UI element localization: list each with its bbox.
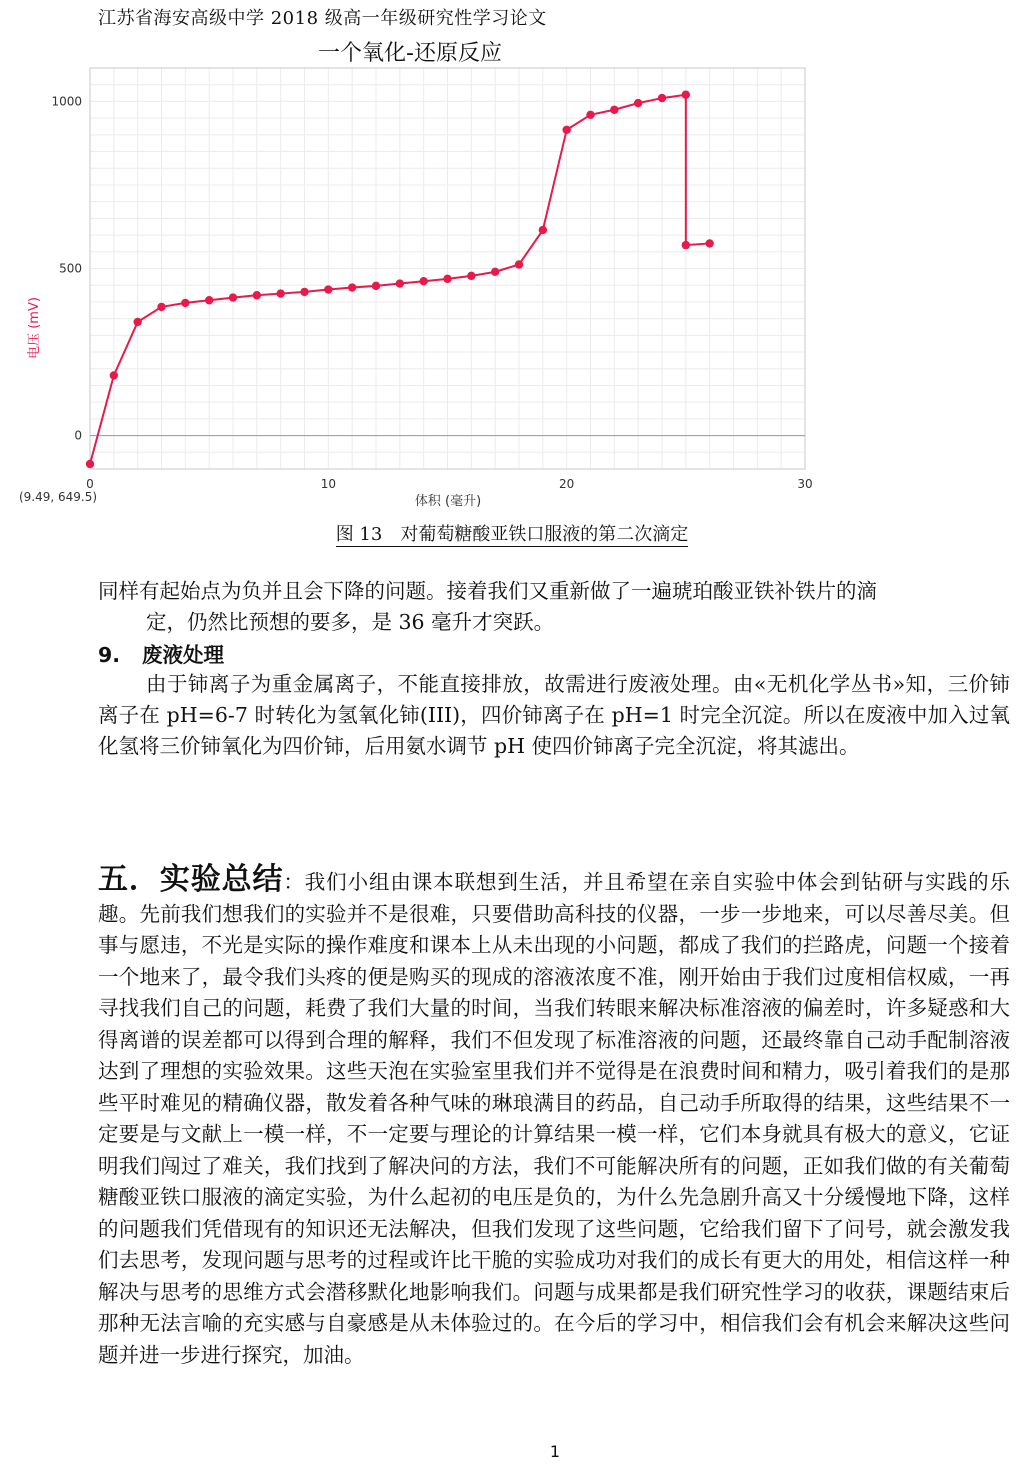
data-point: [515, 260, 523, 268]
running-header: 江苏省海安高级中学 2018 级高一年级研究性学习论文: [98, 8, 547, 29]
data-point: [539, 226, 547, 234]
figure-caption-text: 图 13 对葡萄糖酸亚铁口服液的第二次滴定: [335, 524, 689, 545]
titration-chart: [0, 60, 830, 520]
chart-grid: [90, 68, 805, 469]
y-tick-label: 0: [74, 428, 82, 443]
data-point: [276, 289, 284, 297]
summary-text: ：我们小组由课本联想到生活，并且希望在亲自实验中体会到钻研与实践的乐趣。先前我们想我们的实验并不是很难，只要借助高科技的仪器，一步一步地来，可以尽善尽美。但事与愿违，不光是实际的操作难度和课本上从未出现的小问题，都成了我们的拦路虎，问题一个接着一个地来了，最令我们头疼的便是购买的现成的溶液浓度不准，刚开始由于我们过度相信权威，一再寻找我们自己的问题，耗费了我们大量的时间，当我们转眼来解决标准溶液的偏差时，许多疑惑和大得离谱的误差都可以得到合理的解释，我们不但发现了标准溶液的问题，还最终靠自己动手配制溶液达到了理想的实验效果。这些天泡在实验室里我们并不觉得是在浪费时间和精力，吸引着我们的是那些平时难见的精确仪器，散发着各种气味的琳琅满目的药品，自己动手所取得的结果，这些结果不一定要是与文献上一模一样，不一定要与理论的计算结果一模一样，它们本身就具有极大的意义，它证明我们闯过了难关，我们找到了解决问的方法，我们不可能解决所有的问题，正如我们做的有关葡萄糖酸亚铁口服液的滴定实验，为什么起初的电压是负的，为什么先急剧升高又十分缓慢地下降，这样的问题我们凭借现有的知识还无法解决，但我们发现了这些问题，它给我们留下了问号，就会激发我们去思考，发现问题与思考的过程或许比干脆的实验成功对我们的成长有更大的用处，相信这样一种解决与思考的思维方式会潜移默化地影响我们。问题与成果都是我们研究性学习的收获，课题结束后那种无法言喻的充实感与自豪感是从未体验过的。在今后的学习中，相信我们会有机会来解决这些问题并进一步进行探究，加油。: [98, 870, 1011, 1367]
data-point: [419, 277, 427, 285]
data-point: [86, 460, 94, 468]
summary-section: [98, 864, 1010, 1371]
y-axis-label: 电压 (mV): [27, 297, 42, 359]
data-point: [396, 279, 404, 287]
paragraph-line: 同样有起始点为负并且会下降的问题。接着我们又重新做了一遍琥珀酸亚铁补铁片的滴: [98, 579, 877, 603]
data-point: [682, 241, 690, 249]
data-point: [491, 268, 499, 276]
data-point: [300, 288, 308, 296]
x-tick-label: 20: [559, 477, 575, 491]
summary-heading: 五．实验总结: [98, 862, 284, 897]
data-point: [181, 299, 189, 307]
data-point: [562, 126, 570, 134]
data-point: [467, 272, 475, 280]
paragraph-line: 定，仍然比预想的要多，是 36 毫升才突跃。: [146, 610, 555, 634]
x-tick-label: 30: [797, 477, 813, 491]
data-point: [443, 275, 451, 283]
data-point: [348, 283, 356, 291]
figure-caption: [0, 520, 1024, 546]
x-axis-label: 体积 (毫升): [414, 494, 482, 509]
data-point: [324, 285, 332, 293]
data-point: [157, 303, 165, 311]
cursor-readout: (9.49, 649.5): [18, 490, 98, 504]
section-heading-9: [98, 638, 224, 668]
paragraph-continuation: [98, 576, 1010, 638]
data-point: [586, 111, 594, 119]
data-point: [133, 318, 141, 326]
data-point: [634, 99, 642, 107]
data-point: [110, 371, 118, 379]
data-point: [229, 293, 237, 301]
data-point: [372, 282, 380, 290]
page-number: 1: [549, 1442, 561, 1461]
data-point: [253, 291, 261, 299]
data-point: [205, 296, 213, 304]
section-number: 9.: [98, 643, 121, 667]
section-title: 废液处理: [142, 643, 224, 667]
data-point: [610, 106, 618, 114]
data-point: [658, 94, 666, 102]
y-tick-label: 1000: [51, 94, 82, 109]
x-tick-label: 10: [320, 477, 336, 491]
data-point: [705, 239, 713, 247]
x-tick-label: 0: [86, 477, 94, 491]
chart-ticks: [51, 94, 812, 491]
paragraph-waste-treatment: 由于铈离子为重金属离子，不能直接排放，故需进行废液处理。由«无机化学丛书»知，三价铈离子在 pH=6-7 时转化为氢氧化铈(III)，四价铈离子在 pH=1 时完全沉淀。所以在废液中加入过氧化氢将三价铈氧化为四价铈，后用氨水调节 pH 使四价铈离子完全沉淀，将其滤出。: [98, 672, 1010, 758]
y-tick-label: 500: [59, 261, 82, 276]
data-point: [682, 91, 690, 99]
chart-title: 一个氧化-还原反应: [318, 41, 502, 66]
